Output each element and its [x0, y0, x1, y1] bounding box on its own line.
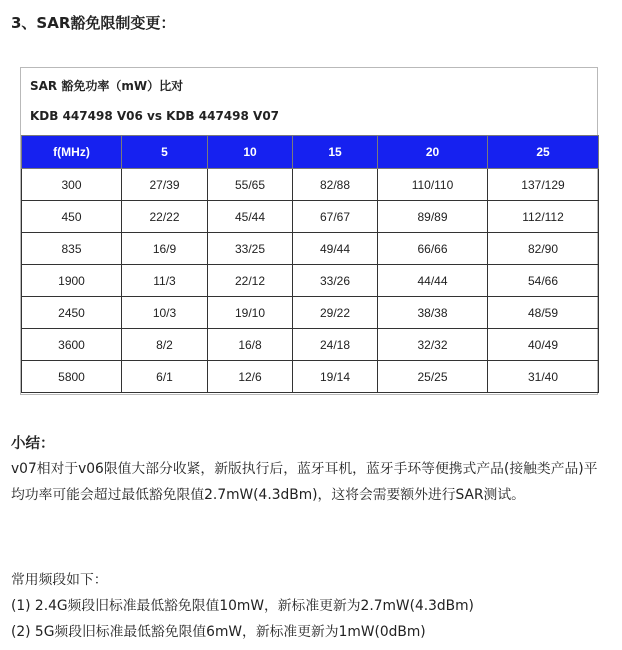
power-cell: 16/8	[208, 329, 293, 361]
power-cell: 33/26	[293, 265, 378, 297]
power-cell: 54/66	[488, 265, 599, 297]
power-cell: 137/129	[488, 169, 599, 201]
frequency-cell: 450	[22, 201, 122, 233]
frequency-cell: 2450	[22, 297, 122, 329]
power-cell: 66/66	[378, 233, 488, 265]
power-cell: 32/32	[378, 329, 488, 361]
power-cell: 40/49	[488, 329, 599, 361]
power-cell: 33/25	[208, 233, 293, 265]
header-distance-15: 15	[293, 136, 378, 169]
power-cell: 19/14	[293, 361, 378, 393]
power-cell: 29/22	[293, 297, 378, 329]
power-cell: 45/44	[208, 201, 293, 233]
table-row	[22, 201, 599, 233]
power-cell: 89/89	[378, 201, 488, 233]
power-cell: 67/67	[293, 201, 378, 233]
power-cell: 16/9	[122, 233, 208, 265]
frequency-cell: 3600	[22, 329, 122, 361]
power-cell: 22/12	[208, 265, 293, 297]
summary-title: 小结：	[11, 436, 55, 452]
table-row	[22, 329, 599, 361]
power-cell: 31/40	[488, 361, 599, 393]
sar-exemption-table	[21, 135, 599, 393]
power-cell: 11/3	[122, 265, 208, 297]
table-row	[22, 361, 599, 393]
summary-paragraph: v07相对于v06限值大部分收紧，新版执行后，蓝牙耳机，蓝牙手环等便携式产品(接触类产品)平均功率可能会超过最低豁免限值2.7mW(4.3dBm)，这将会需要额外进行SAR测试。	[11, 461, 598, 503]
section-heading: 3、SAR豁免限制变更：	[11, 14, 176, 32]
band-item-2-4g: (1) 2.4G频段旧标准最低豁免限值10mW，新标准更新为2.7mW(4.3dBm)	[11, 598, 474, 614]
frequency-cell: 835	[22, 233, 122, 265]
power-cell: 24/18	[293, 329, 378, 361]
table-row	[22, 265, 599, 297]
power-cell: 110/110	[378, 169, 488, 201]
power-cell: 44/44	[378, 265, 488, 297]
table-row	[22, 297, 599, 329]
header-distance-10: 10	[208, 136, 293, 169]
power-cell: 55/65	[208, 169, 293, 201]
header-distance-20: 20	[378, 136, 488, 169]
sar-table-image	[20, 67, 598, 395]
power-cell: 48/59	[488, 297, 599, 329]
frequency-cell: 5800	[22, 361, 122, 393]
table-caption-title: SAR 豁免功率（mW）比对	[30, 79, 184, 93]
power-cell: 19/10	[208, 297, 293, 329]
frequency-cell: 1900	[22, 265, 122, 297]
band-item-5g: (2) 5G频段旧标准最低豁免限值6mW，新标准更新为1mW(0dBm)	[11, 624, 426, 640]
table-caption-versions: KDB 447498 V06 vs KDB 447498 V07	[30, 109, 280, 123]
table-row	[22, 169, 599, 201]
header-distance-25: 25	[488, 136, 599, 169]
frequency-cell: 300	[22, 169, 122, 201]
power-cell: 49/44	[293, 233, 378, 265]
header-frequency: f(MHz)	[22, 136, 122, 169]
power-cell: 22/22	[122, 201, 208, 233]
power-cell: 25/25	[378, 361, 488, 393]
power-cell: 12/6	[208, 361, 293, 393]
power-cell: 82/90	[488, 233, 599, 265]
power-cell: 82/88	[293, 169, 378, 201]
power-cell: 8/2	[122, 329, 208, 361]
table-header-row	[22, 136, 599, 169]
bands-intro: 常用频段如下：	[11, 572, 108, 588]
power-cell: 112/112	[488, 201, 599, 233]
power-cell: 10/3	[122, 297, 208, 329]
power-cell: 6/1	[122, 361, 208, 393]
power-cell: 38/38	[378, 297, 488, 329]
table-row	[22, 233, 599, 265]
power-cell: 27/39	[122, 169, 208, 201]
header-distance-5: 5	[122, 136, 208, 169]
